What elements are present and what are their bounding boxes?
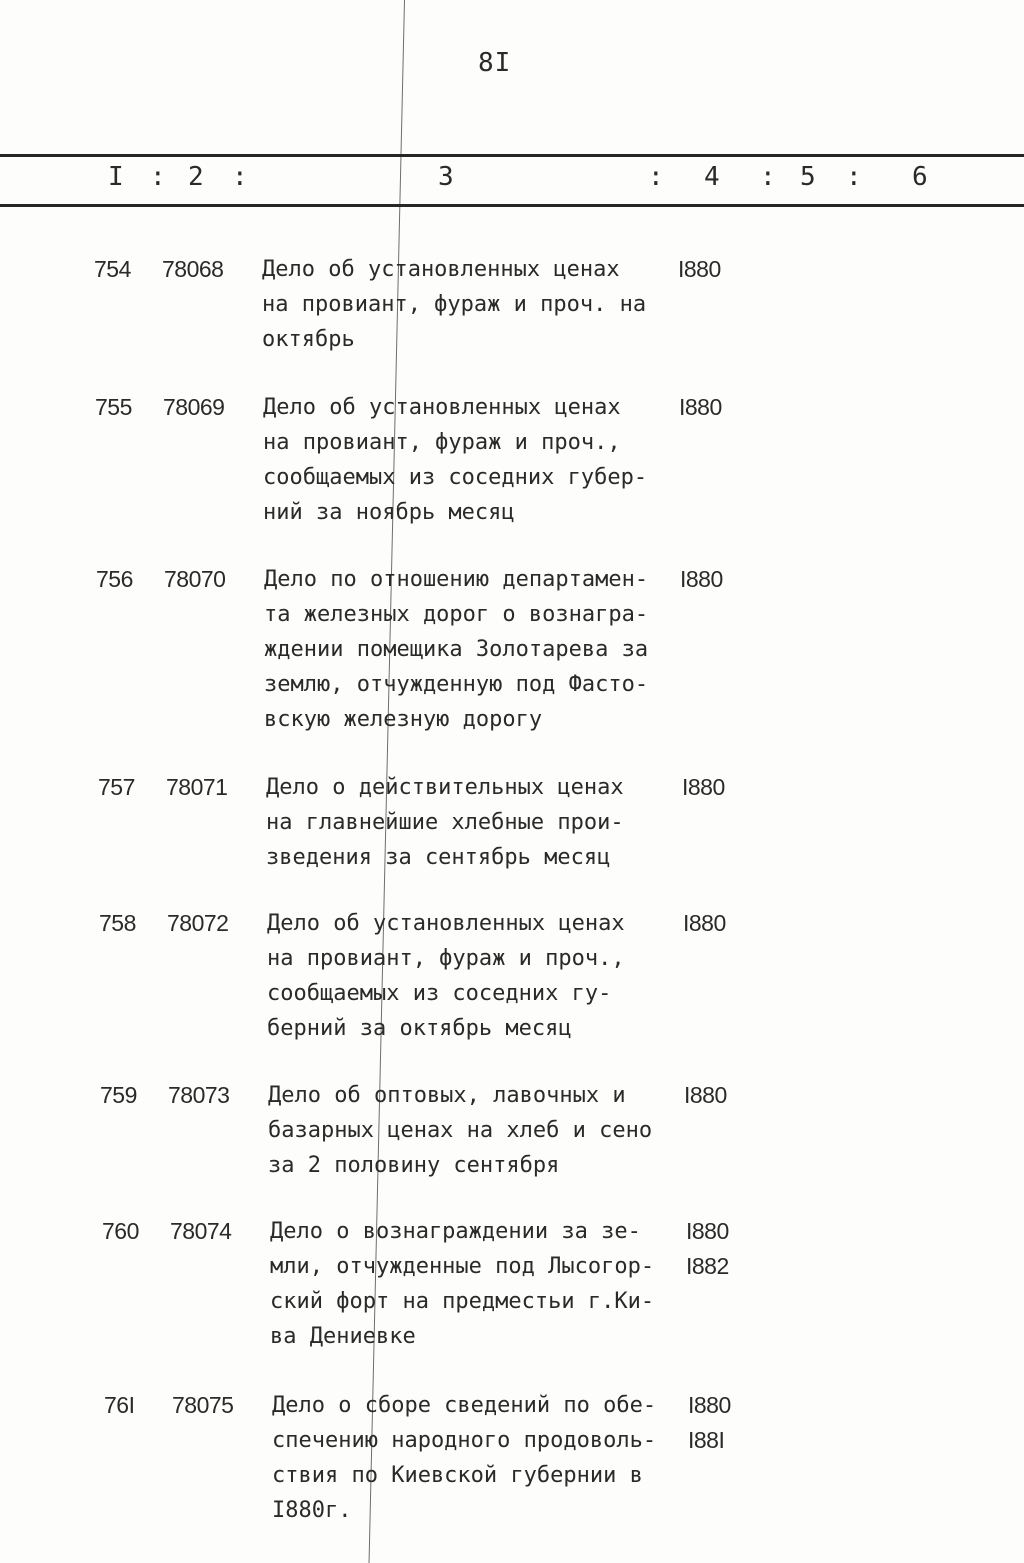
- entry-year: I882: [686, 1253, 729, 1279]
- entry-title: [270, 1214, 690, 1354]
- column-separator: :: [760, 162, 776, 192]
- header-top-rule: [0, 154, 1024, 157]
- entry-title-line: базарных ценах на хлеб и сено: [268, 1118, 653, 1143]
- column-header-4: 4: [704, 162, 720, 192]
- entry-title-line: Дело о сборе сведений по обе-: [272, 1393, 657, 1418]
- entry-title-line: на провиант, фураж и проч.,: [263, 430, 621, 455]
- entry-title-line: за 2 половину сентября: [268, 1153, 560, 1178]
- entry-number: 757: [98, 774, 135, 800]
- entry-title-line: мли, отчужденные под Лысогор-: [270, 1254, 655, 1279]
- entry-code: 78069: [163, 394, 225, 420]
- entry-title: [263, 390, 683, 530]
- entry-title-line: та железных дорог о вознагра-: [264, 602, 649, 627]
- entry-year: I880: [686, 1218, 729, 1244]
- entry-title: [268, 1078, 688, 1183]
- entry-title-line: сообщаемых из соседних губер-: [263, 465, 648, 490]
- entry-code: 78073: [168, 1082, 230, 1108]
- entry-title: [266, 770, 686, 875]
- entry-code: 78071: [166, 774, 228, 800]
- entry-title-line: Дело о вознаграждении за зе-: [270, 1219, 641, 1244]
- entry-title-line: зведения за сентябрь месяц: [266, 845, 611, 870]
- entry-years: [688, 1388, 731, 1458]
- entry-years: [682, 770, 725, 805]
- entry-title-line: I880г.: [272, 1498, 352, 1523]
- entry-code: 78074: [170, 1218, 232, 1244]
- entry-years: [678, 252, 721, 287]
- entry-number: 760: [102, 1218, 139, 1244]
- entry-title-line: ствия по Киевской губернии в: [272, 1463, 643, 1488]
- entry-title-line: землю, отчужденную под Фасто-: [264, 672, 649, 697]
- entry-year: I880: [684, 1082, 727, 1108]
- entry-title: [262, 252, 682, 357]
- entry-number: 758: [99, 910, 136, 936]
- entry-title-line: Дело о действительных ценах: [266, 775, 624, 800]
- column-header-3: 3: [438, 162, 454, 192]
- entry-title: [272, 1388, 692, 1528]
- entry-number: 76I: [104, 1392, 135, 1418]
- entry-year: I880: [683, 910, 726, 936]
- entry-code: 78070: [164, 566, 226, 592]
- entry-year: I880: [678, 256, 721, 282]
- entry-years: [684, 1078, 727, 1113]
- entry-year: I880: [688, 1392, 731, 1418]
- entry-title-line: Дело об оптовых, лавочных и: [268, 1083, 626, 1108]
- column-header-2: 2: [188, 162, 204, 192]
- entry-title-line: берний за октябрь месяц: [267, 1016, 572, 1041]
- entry-title: [264, 562, 684, 737]
- entry-code: 78075: [172, 1392, 234, 1418]
- entry-title-line: Дело об установленных ценах: [263, 395, 621, 420]
- entry-title-line: вскую железную дорогу: [264, 707, 543, 732]
- entry-years: [683, 906, 726, 941]
- column-separator: :: [150, 162, 166, 192]
- entry-title-line: на провиант, фураж и проч.,: [267, 946, 625, 971]
- entry-code: 78072: [167, 910, 229, 936]
- entry-year: I880: [679, 394, 722, 420]
- column-header-5: 5: [800, 162, 816, 192]
- entry-title-line: ждении помещика Золотарева за: [264, 637, 649, 662]
- entry-title-line: на провиант, фураж и проч. на: [262, 292, 647, 317]
- entry-code: 78068: [162, 256, 224, 282]
- column-separator: :: [648, 162, 664, 192]
- entry-year: I880: [680, 566, 723, 592]
- entry-years: [679, 390, 722, 425]
- entry-year: I880: [682, 774, 725, 800]
- entry-number: 759: [100, 1082, 137, 1108]
- entry-number: 756: [96, 566, 133, 592]
- entry-title-line: ний за ноябрь месяц: [263, 500, 515, 525]
- entry-title-line: Дело об установленных ценах: [262, 257, 620, 282]
- entry-number: 755: [95, 394, 132, 420]
- entry-title-line: Дело об установленных ценах: [267, 911, 625, 936]
- entry-years: [686, 1214, 729, 1284]
- entry-years: [680, 562, 723, 597]
- entry-title-line: Дело по отношению департамен-: [264, 567, 649, 592]
- header-bottom-rule: [0, 204, 1024, 207]
- entry-number: 754: [94, 256, 131, 282]
- entry-title-line: сообщаемых из соседних гу-: [267, 981, 612, 1006]
- column-separator: :: [846, 162, 862, 192]
- entry-year: I88I: [688, 1427, 725, 1453]
- column-header-1: I: [108, 162, 124, 192]
- entry-title-line: на главнейшие хлебные прои-: [266, 810, 624, 835]
- entry-title-line: ва Дениевке: [270, 1324, 416, 1349]
- entry-title-line: октябрь: [262, 327, 355, 352]
- entry-title-line: ский форт на предместьи г.Ки-: [270, 1289, 655, 1314]
- entry-title: [267, 906, 687, 1046]
- entry-title-line: спечению народного продоволь-: [272, 1428, 657, 1453]
- page-number: 8I: [478, 48, 512, 78]
- column-header-6: 6: [912, 162, 928, 192]
- column-separator: :: [232, 162, 248, 192]
